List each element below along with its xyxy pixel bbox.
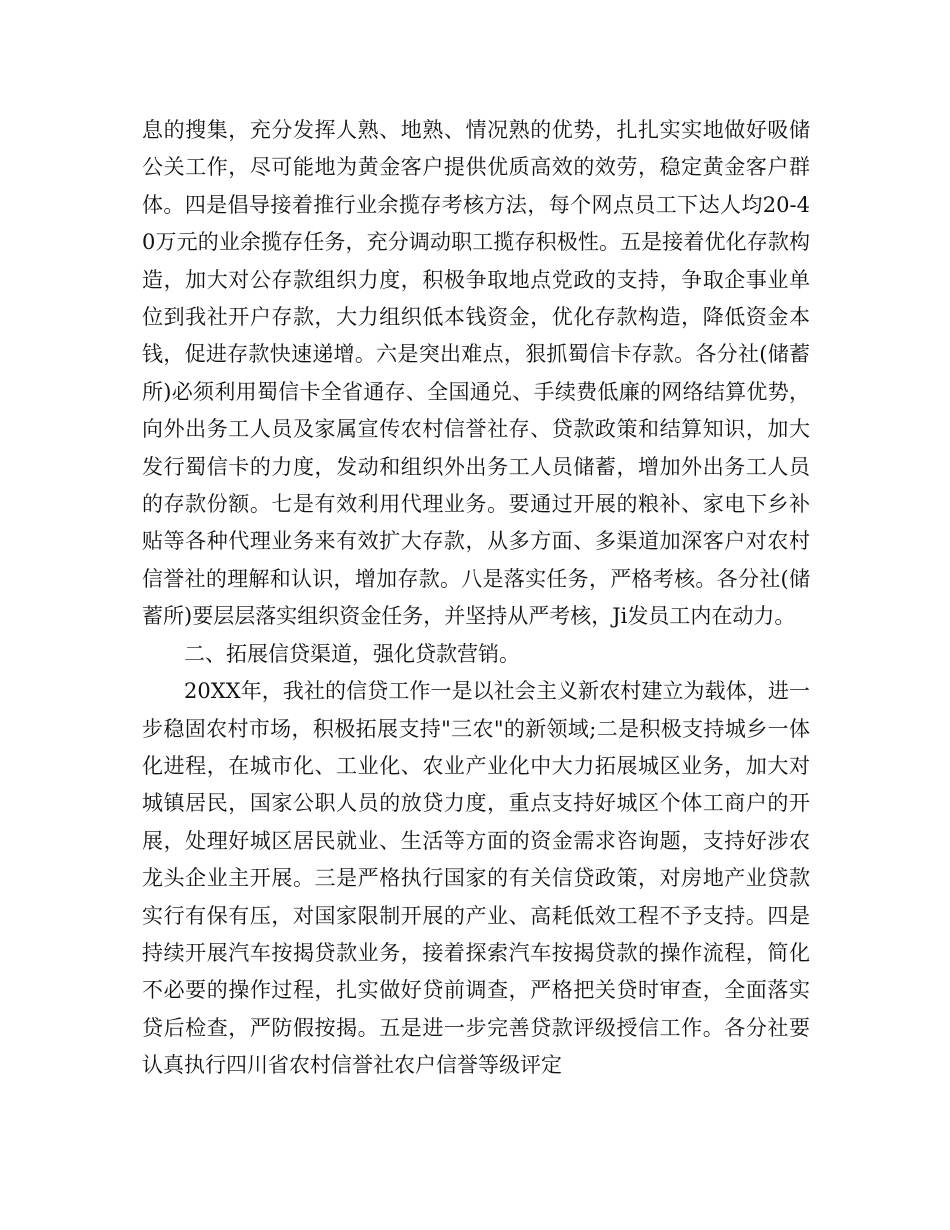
section-heading-credit: 二、拓展信贷渠道，强化贷款营销。 xyxy=(184,641,520,666)
paragraph-deposit-measures: 息的搜集，充分发挥人熟、地熟、情况熟的优势，扎扎实实地做好吸储公关工作，尽可能地为黄金客户提供优质高效的效劳，稳定黄金客户群体。四是倡导接着推行业余揽存考核方法，每个网点员工下达人均20-40万元的业余揽存任务，充分调动职工揽存积极性。五是接着优化存款构造，加大对公存款组织力度，积极争取地点党政的支持，争取企事业单位到我社开户存款，大力组织低本钱资金，优化存款构造，降低资金本钱，促进存款快速递增。六是突出难点，狠抓蜀信卡存款。各分社(储蓄所)必须利用蜀信卡全省通存、全国通兑、手续费低廉的网络结算优势，向外出务工人员及家属宣传农村信誉社存、贷款政策和结算知识，加大发行蜀信卡的力度，发动和组织外出务工人员储蓄，增加外出务工人员的存款份额。七是有效利用代理业务。要通过开展的粮补、家电下乡补贴等各种代理业务来有效扩大存款，从多方面、多渠道加深客户对农村信誉社的理解和认识，增加存款。八是落实任务，严格考核。各分社(储蓄所)要层层落实组织资金任务，并坚持从严考核，Ji发员工内在动力。 xyxy=(142,118,810,629)
paragraph-credit-work: 20XX年，我社的信贷工作一是以社会主义新农村建立为载体，进一步稳固农村市场，积极拓展支持"三农"的新领域;二是积极支持城乡一体化进程，在城市化、工业化、农业产业化中大力拓展城区业务，加大对城镇居民，国家公职人员的放贷力度，重点支持好城区个体工商户的开展，处理好城区居民就业、生活等方面的资金需求咨询题，支持好涉农龙头企业主开展。三是严格执行国家的有关信贷政策，对房地产业贷款实行有保有压，对国家限制开展的产业、高耗低效工程不予支持。四是持续开展汽车按揭贷款业务，接着探索汽车按揭贷款的操作流程，简化不必要的操作过程，扎实做好贷前调查，严格把关贷时审查，全面落实贷后检查，严防假按揭。五是进一步完善贷款评级授信工作。各分社要认真执行四川省农村信誉社农户信誉等级评定 xyxy=(142,679,810,1078)
document-body xyxy=(142,112,810,1085)
